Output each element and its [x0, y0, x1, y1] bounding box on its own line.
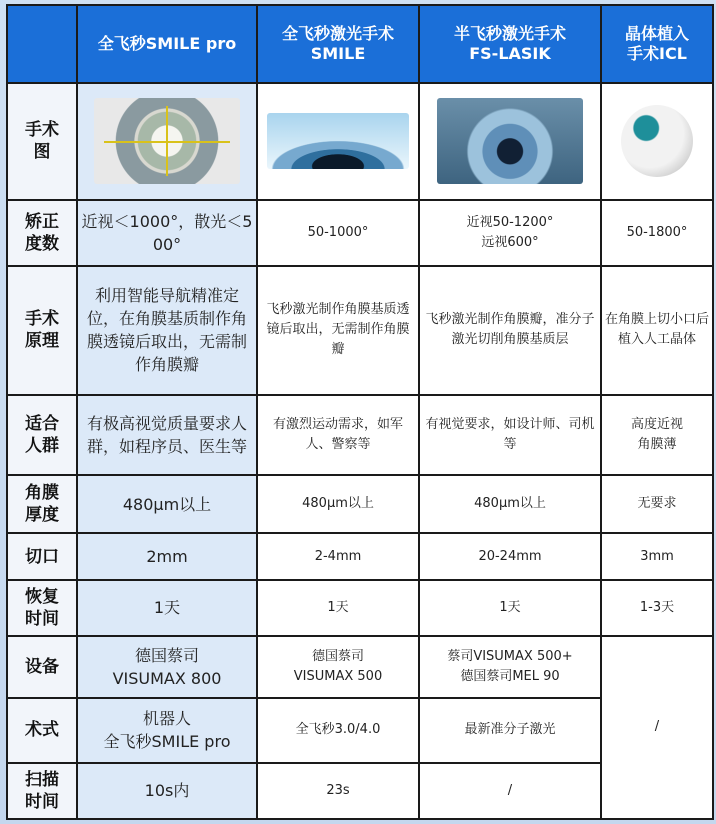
device-smile-pro: 德国蔡司 VISUMAX 800	[77, 636, 257, 698]
row-label-image: 手术 图	[7, 83, 77, 200]
technique-fs-lasik: 最新准分子激光	[419, 698, 601, 762]
row-label-diopter: 矫正 度数	[7, 200, 77, 266]
icl-eyeball-image	[621, 105, 693, 177]
row-surgery-image	[7, 83, 713, 200]
thickness-fs-lasik: 480μm以上	[419, 475, 601, 533]
image-cell-fs-lasik	[419, 83, 601, 200]
people-smile: 有激烈运动需求，如军人、警察等	[257, 395, 419, 475]
row-label-people: 适合 人群	[7, 395, 77, 475]
diopter-icl: 50-1800°	[601, 200, 713, 266]
diopter-smile: 50-1000°	[257, 200, 419, 266]
technique-smile-pro: 机器人 全飞秒SMILE pro	[77, 698, 257, 762]
header-icl: 晶体植入 手术ICL	[601, 5, 713, 83]
row-incision	[7, 533, 713, 579]
device-fs-lasik: 蔡司VISUMAX 500+ 德国蔡司MEL 90	[419, 636, 601, 698]
row-thickness	[7, 475, 713, 533]
row-diopter	[7, 200, 713, 266]
scan-smile-pro: 10s内	[77, 763, 257, 819]
principle-smile: 飞秒激光制作角膜基质透镜后取出，无需制作角膜瓣	[257, 266, 419, 395]
diopter-smile-pro: 近视＜1000°，散光＜500°	[77, 200, 257, 266]
incision-icl: 3mm	[601, 533, 713, 579]
people-fs-lasik: 有视觉要求，如设计师、司机等	[419, 395, 601, 475]
smile-pro-eye-image	[94, 98, 240, 184]
row-label-incision: 切口	[7, 533, 77, 579]
technique-smile: 全飞秒3.0/4.0	[257, 698, 419, 762]
row-recovery	[7, 580, 713, 636]
image-cell-smile-pro	[77, 83, 257, 200]
header-corner	[7, 5, 77, 83]
row-device	[7, 636, 713, 698]
image-cell-icl	[601, 83, 713, 200]
row-label-thickness: 角膜 厚度	[7, 475, 77, 533]
image-cell-smile	[257, 83, 419, 200]
row-label-scan: 扫描 时间	[7, 763, 77, 819]
incision-smile: 2-4mm	[257, 533, 419, 579]
header-fs-lasik: 半飞秒激光手术 FS-LASIK	[419, 5, 601, 83]
header-smile: 全飞秒激光手术 SMILE	[257, 5, 419, 83]
icl-merged-cell: /	[601, 636, 713, 819]
principle-fs-lasik: 飞秒激光制作角膜瓣，准分子激光切削角膜基质层	[419, 266, 601, 395]
row-label-principle: 手术 原理	[7, 266, 77, 395]
recovery-smile: 1天	[257, 580, 419, 636]
scan-smile: 23s	[257, 763, 419, 819]
recovery-smile-pro: 1天	[77, 580, 257, 636]
principle-smile-pro: 利用智能导航精准定位，在角膜基质制作角膜透镜后取出，无需制作角膜瓣	[77, 266, 257, 395]
surgery-comparison-table	[6, 4, 714, 820]
thickness-smile-pro: 480μm以上	[77, 475, 257, 533]
people-icl: 高度近视 角膜薄	[601, 395, 713, 475]
header-smile-pro: 全飞秒SMILE pro	[77, 5, 257, 83]
recovery-icl: 1-3天	[601, 580, 713, 636]
row-label-recovery: 恢复 时间	[7, 580, 77, 636]
row-principle	[7, 266, 713, 395]
fs-lasik-eye-image	[437, 98, 583, 184]
diopter-fs-lasik: 近视50-1200° 远视600°	[419, 200, 601, 266]
thickness-smile: 480μm以上	[257, 475, 419, 533]
crosshair-vertical	[166, 106, 168, 176]
incision-smile-pro: 2mm	[77, 533, 257, 579]
principle-icl: 在角膜上切小口后植入人工晶体	[601, 266, 713, 395]
device-smile: 德国蔡司 VISUMAX 500	[257, 636, 419, 698]
row-people	[7, 395, 713, 475]
scan-fs-lasik: /	[419, 763, 601, 819]
people-smile-pro: 有极高视觉质量要求人群，如程序员、医生等	[77, 395, 257, 475]
row-label-device: 设备	[7, 636, 77, 698]
recovery-fs-lasik: 1天	[419, 580, 601, 636]
incision-fs-lasik: 20-24mm	[419, 533, 601, 579]
row-label-technique: 术式	[7, 698, 77, 762]
thickness-icl: 无要求	[601, 475, 713, 533]
smile-eye-image	[267, 113, 409, 169]
header-row	[7, 5, 713, 83]
